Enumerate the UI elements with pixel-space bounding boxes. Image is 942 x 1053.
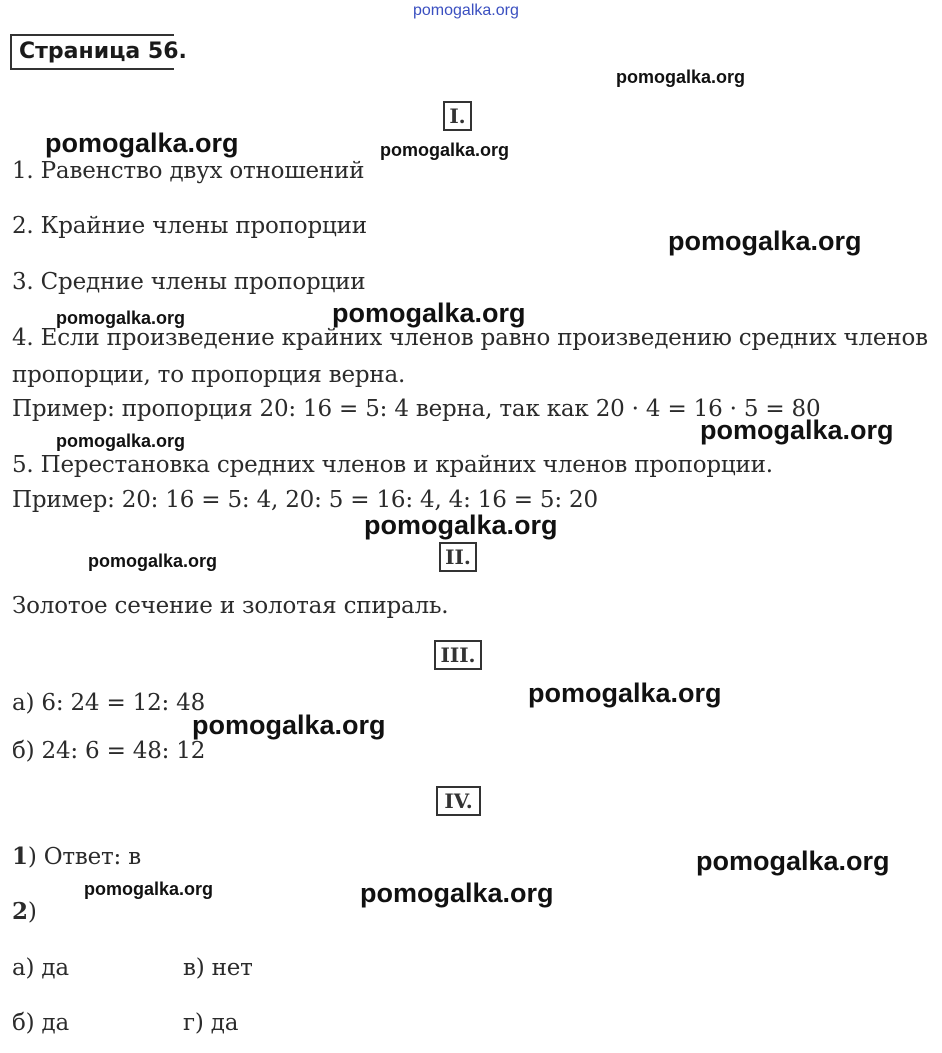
text-line: Пример: пропорция 20: 16 = 5: 4 верна, так как 20 · 4 = 16 · 5 = 80 [12, 396, 821, 422]
answer-item: а) да [12, 955, 69, 981]
answer-a: а) 6: 24 = 12: 48 [12, 690, 206, 716]
question-2-text: ) [27, 899, 37, 925]
watermark: pomogalka.org [45, 128, 239, 158]
question-1 [12, 842, 141, 872]
text-line: пропорции, то пропорция верна. [12, 362, 406, 388]
answer-b: б) 24: 6 = 48: 12 [12, 738, 206, 764]
watermark: pomogalka.org [668, 226, 862, 256]
answer-item: б) да [12, 1010, 70, 1036]
text-line: 5. Перестановка средних членов и крайних членов пропорции. [12, 452, 773, 478]
answer-item: в) нет [183, 955, 253, 981]
section-label-3: III. [434, 640, 482, 670]
text-line: 4. Если произведение крайних членов равно произведению средних членов [12, 325, 928, 351]
text-line: Золотое сечение и золотая спираль. [12, 593, 449, 619]
watermark: pomogalka.org [360, 878, 554, 908]
watermark: pomogalka.org [413, 2, 519, 19]
page-header: Страница 56. [10, 34, 174, 70]
question-1-text: ) Ответ: в [27, 844, 141, 870]
question-2-number: 2 [12, 898, 28, 925]
watermark: pomogalka.org [332, 298, 526, 328]
section-label-2: II. [439, 542, 477, 572]
text-line: 3. Средние члены пропорции [12, 269, 366, 295]
text-line: 1. Равенство двух отношений [12, 158, 365, 184]
watermark: pomogalka.org [616, 67, 746, 87]
watermark: pomogalka.org [88, 551, 218, 571]
watermark: pomogalka.org [84, 879, 214, 899]
watermark: pomogalka.org [528, 678, 722, 708]
watermark: pomogalka.org [192, 710, 386, 740]
text-line: Пример: 20: 16 = 5: 4, 20: 5 = 16: 4, 4: 16 = 5: 20 [12, 487, 598, 513]
watermark: pomogalka.org [700, 415, 894, 445]
section-label-1: I. [443, 101, 472, 131]
answer-item: г) да [183, 1010, 239, 1036]
watermark: pomogalka.org [56, 431, 186, 451]
question-2 [12, 897, 37, 927]
text-line: 2. Крайние члены пропорции [12, 213, 367, 239]
watermark: pomogalka.org [380, 140, 510, 160]
section-label-4: IV. [436, 786, 481, 816]
question-1-number: 1 [12, 843, 28, 870]
watermark: pomogalka.org [696, 846, 890, 876]
watermark: pomogalka.org [364, 510, 558, 540]
watermark: pomogalka.org [56, 308, 186, 328]
